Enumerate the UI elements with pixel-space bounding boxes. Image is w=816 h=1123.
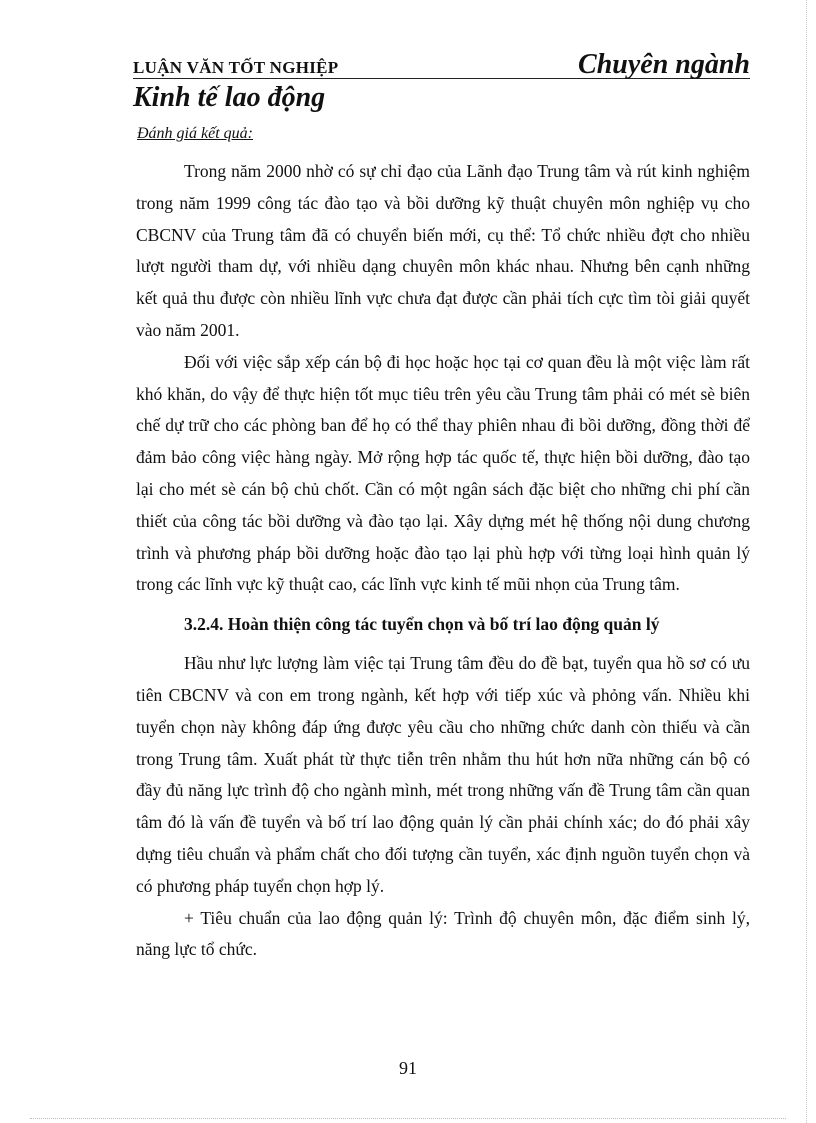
page-number: 91 [399, 1058, 417, 1078]
header-major-label: Chuyên ngành [578, 49, 750, 80]
section-heading: 3.2.4. Hoàn thiện công tác tuyển chọn và bố trí lao động quản lý [184, 614, 660, 635]
document-body [136, 156, 750, 966]
page-bottom-border [30, 1118, 786, 1119]
page-right-edge [806, 0, 807, 1123]
paragraph: Trong năm 2000 nhờ có sự chỉ đạo của Lãnh đạo Trung tâm và rút kinh nghiệm trong năm 1999 công tác đào tạo và bồi dưỡng kỹ thuật chuyên môn nghiệp vụ cho CBCNV của Trung tâm đã có chuyển biến mới, cụ thể: Tổ chức nhiều đợt cho nhiều lượt người tham dự, với nhiều dạng chuyên môn khác nhau. Nhưng bên cạnh những kết quả thu được còn nhiều lĩnh vực chưa đạt được cần phải tích cực tìm tòi giải quyết vào năm 2001. [136, 161, 750, 340]
header-subtitle: Kinh tế lao động [133, 82, 326, 113]
paragraph: + Tiêu chuẩn của lao động quản lý: Trình độ chuyên môn, đặc điểm sinh lý, năng lực tổ chức. [136, 907, 750, 960]
page-header [133, 49, 750, 80]
paragraph: Đối với việc sắp xếp cán bộ đi học hoặc học tại cơ quan đều là một việc làm rất khó khăn, do vậy để thực hiện tốt mục tiêu trên yêu cầu Trung tâm phải có mét sè biên chế dự trữ cho các phòng ban để họ có thể thay phiên nhau đi bồi dưỡng, đồng thời để đảm bảo công việc hàng ngày. Mở rộng hợp tác quốc tế, thực hiện bồi dưỡng, đào tạo lại cho mét sè cán bộ chủ chốt. Cần có một ngân sách đặc biệt cho những chi phí cần thiết của công tác bồi dưỡng và đào tạo lại. Xây dựng mét hệ thống nội dung chương trình và phương pháp bồi dưỡng hoặc đào tạo lại phù hợp với từng loại hình quản lý trong các lĩnh vực kỹ thuật cao, các lĩnh vực kinh tế mũi nhọn của Trung tâm. [136, 351, 750, 595]
paragraph: Hầu như lực lượng làm việc tại Trung tâm đều do đề bạt, tuyển qua hồ sơ có ưu tiên CBCNV và con em trong ngành, kết hợp với tiếp xúc và phỏng vấn. Nhiều khi tuyển chọn này không đáp ứng được yêu cầu cho những chức danh còn thiếu và cần trong Trung tâm. Xuất phát từ thực tiễn trên nhằm thu hút hơn nữa những cán bộ có đầy đủ năng lực trình độ cho ngành mình, mét trong những vấn đề Trung tâm cần quan tâm đó là vấn đề tuyển và bố trí lao động quản lý cần phải chính xác; do đó phải xây dựng tiêu chuẩn và phẩm chất cho đối tượng cần tuyển, xác định nguồn tuyển chọn và có phương pháp tuyển chọn hợp lý. [136, 653, 750, 896]
header-thesis-label: LUẬN VĂN TỐT NGHIỆP [133, 58, 339, 77]
section-label: Đánh giá kết quả: [137, 125, 253, 142]
